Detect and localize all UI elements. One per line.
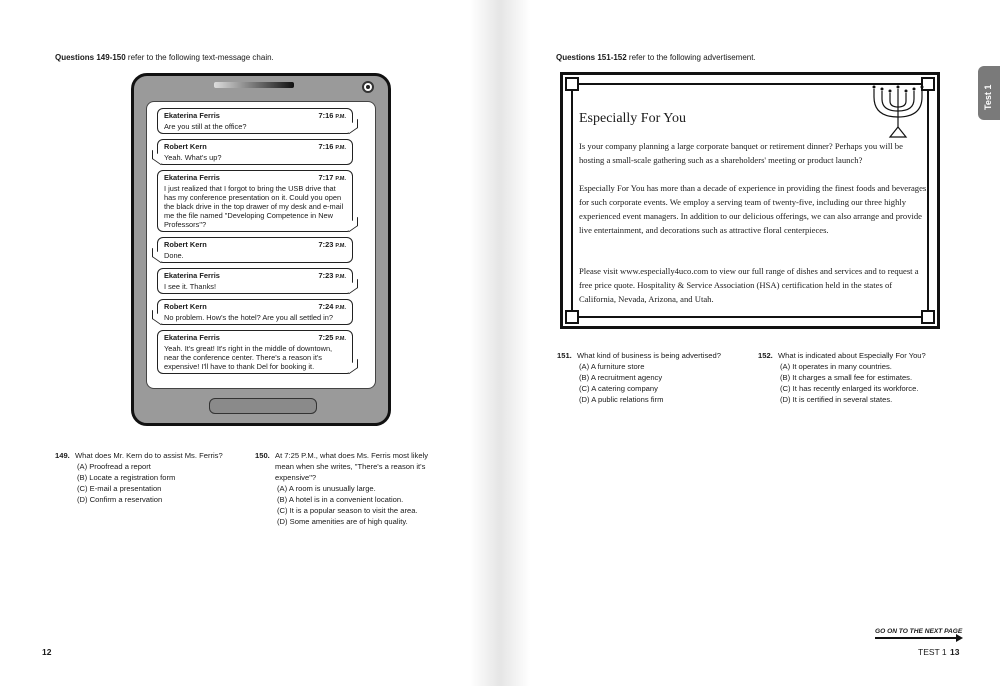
test-tab: Test 1 [978, 66, 1000, 120]
message-bubble [157, 139, 353, 165]
option[interactable]: (A) A room is unusually large. [277, 484, 376, 493]
option[interactable]: (C) E-mail a presentation [77, 484, 162, 493]
speaker-bar [214, 82, 294, 88]
option[interactable]: (C) It has recently enlarged its workforce. [780, 384, 919, 393]
page-number: 12 [42, 647, 52, 657]
message-time: 7:24 P.M. [318, 302, 346, 311]
question-149: 149. What does Mr. Kern do to assist Ms. Ferris? (A) Proofread a report (B) Locate a registration form (C) E-mail a presentation (D) Confirm a reservation [55, 450, 250, 505]
tablet-illustration [131, 73, 391, 426]
menorah-icon [868, 83, 928, 139]
ad-paragraph: Especially For You has more than a decade of experience in providing the finest foods and beverages for such corporate events. We employ a serving team of twenty-five, including our three highly experienced event managers. In addition to our delicious offerings, we can also arrange and provide live entertainment, and decorations such as attractive floral centerpieces. [579, 183, 927, 235]
message-time: 7:16 P.M. [318, 142, 346, 151]
option[interactable]: (D) A public relations firm [579, 395, 664, 404]
ad-title: Especially For You [579, 111, 686, 126]
message-text: No problem. How's the hotel? Are you all settled in? [164, 313, 334, 322]
message-time: 7:16 P.M. [318, 111, 346, 120]
ad-paragraph: Is your company planning a large corporate banquet or retirement dinner? Perhaps you will be hosting a small-scale gathering such as a shareholders' meeting or product launch? [579, 141, 903, 165]
message-text: Yeah. What's up? [164, 153, 222, 162]
message-header [164, 302, 346, 313]
home-button [209, 398, 317, 414]
message-bubble [157, 108, 353, 134]
message-text: I just realized that I forgot to bring the USB drive that has my conference presentation on it. Could you open the black drive in the top drawer of my desk and e-mail me the file named "Developing Competence in New Professors"? [164, 184, 344, 229]
message-text: Are you still at the office? [164, 122, 247, 131]
advertisement [560, 72, 940, 329]
option[interactable]: (B) A hotel is in a convenient location. [277, 495, 404, 504]
corner-ornament [921, 310, 935, 324]
message-time: 7:23 P.M. [318, 240, 346, 249]
message-header [164, 271, 346, 282]
option[interactable]: (D) Confirm a reservation [77, 495, 163, 504]
sender-name: Ekaterina Ferris [164, 173, 220, 182]
option[interactable]: (C) It is a popular season to visit the area. [277, 506, 418, 515]
option[interactable]: (B) It charges a small fee for estimates. [780, 373, 913, 382]
message-time: 7:23 P.M. [318, 271, 346, 280]
option[interactable]: (B) Locate a registration form [77, 473, 176, 482]
sender-name: Robert Kern [164, 302, 207, 311]
message-list [157, 108, 367, 374]
message-bubble [157, 237, 353, 263]
option[interactable]: (A) A furniture store [579, 362, 645, 371]
option[interactable]: (D) Some amenities are of high quality. [277, 517, 408, 526]
camera-icon [362, 81, 374, 93]
option[interactable]: (C) A catering company [579, 384, 658, 393]
question-150: 150. At 7:25 P.M., what does Ms. Ferris most likely mean when she writes, "There's a reason it's expensive"? (A) A room is unusually large. (B) A hotel is in a convenient location. (C) It is a popular season to visit the area. (D) Some amenities are of high quality. [255, 450, 455, 527]
sender-name: Ekaterina Ferris [164, 333, 220, 342]
message-time: 7:25 P.M. [318, 333, 346, 342]
message-time: 7:17 P.M. [318, 173, 346, 182]
message-header [164, 240, 346, 251]
message-text: I see it. Thanks! [164, 282, 217, 291]
question-151: 151. What kind of business is being advertised? (A) A furniture store (B) A recruitment agency (C) A catering company (D) A public relations firm [557, 350, 757, 405]
corner-ornament [565, 310, 579, 324]
passage-intro: Questions 151-152 refer to the following advertisement. [556, 53, 756, 62]
footer-label: TEST 1 [918, 647, 947, 657]
message-bubble [157, 170, 353, 232]
sender-name: Ekaterina Ferris [164, 271, 220, 280]
page-number: 13 [950, 647, 960, 657]
sender-name: Robert Kern [164, 142, 207, 151]
corner-ornament [565, 77, 579, 91]
message-header [164, 111, 346, 122]
passage-intro: Questions 149-150 refer to the following text-message chain. [55, 53, 274, 62]
message-bubble [157, 330, 353, 374]
message-text: Yeah. It's great! It's right in the middle of downtown, near the conference center. There's a reason it's expensive! I'll have to thank Del for booking it. [164, 344, 333, 371]
question-152: 152. What is indicated about Especially For You? (A) It operates in many countries. (B) It charges a small fee for estimates. (C) It has recently enlarged its workforce. (D) It is certified in several states. [758, 350, 958, 405]
message-screen [146, 101, 376, 389]
message-bubble [157, 299, 353, 325]
option[interactable]: (B) A recruitment agency [579, 373, 663, 382]
message-bubble [157, 268, 353, 294]
arrow-right-icon [875, 637, 957, 639]
ad-paragraph: Please visit www.especially4uco.com to view our full range of dishes and services and to request a free price quote. Hospitality & Service Association (HSA) certification held in the states of California, Nevada, Arizona, and Utah. [579, 266, 919, 304]
go-on-label: GO ON TO THE NEXT PAGE [875, 628, 963, 635]
sender-name: Ekaterina Ferris [164, 111, 220, 120]
message-header [164, 142, 346, 153]
option[interactable]: (A) Proofread a report [77, 462, 151, 471]
sender-name: Robert Kern [164, 240, 207, 249]
message-header [164, 333, 346, 344]
message-header [164, 173, 346, 184]
option[interactable]: (D) It is certified in several states. [780, 395, 893, 404]
option[interactable]: (A) It operates in many countries. [780, 362, 892, 371]
message-text: Done. [164, 251, 184, 260]
